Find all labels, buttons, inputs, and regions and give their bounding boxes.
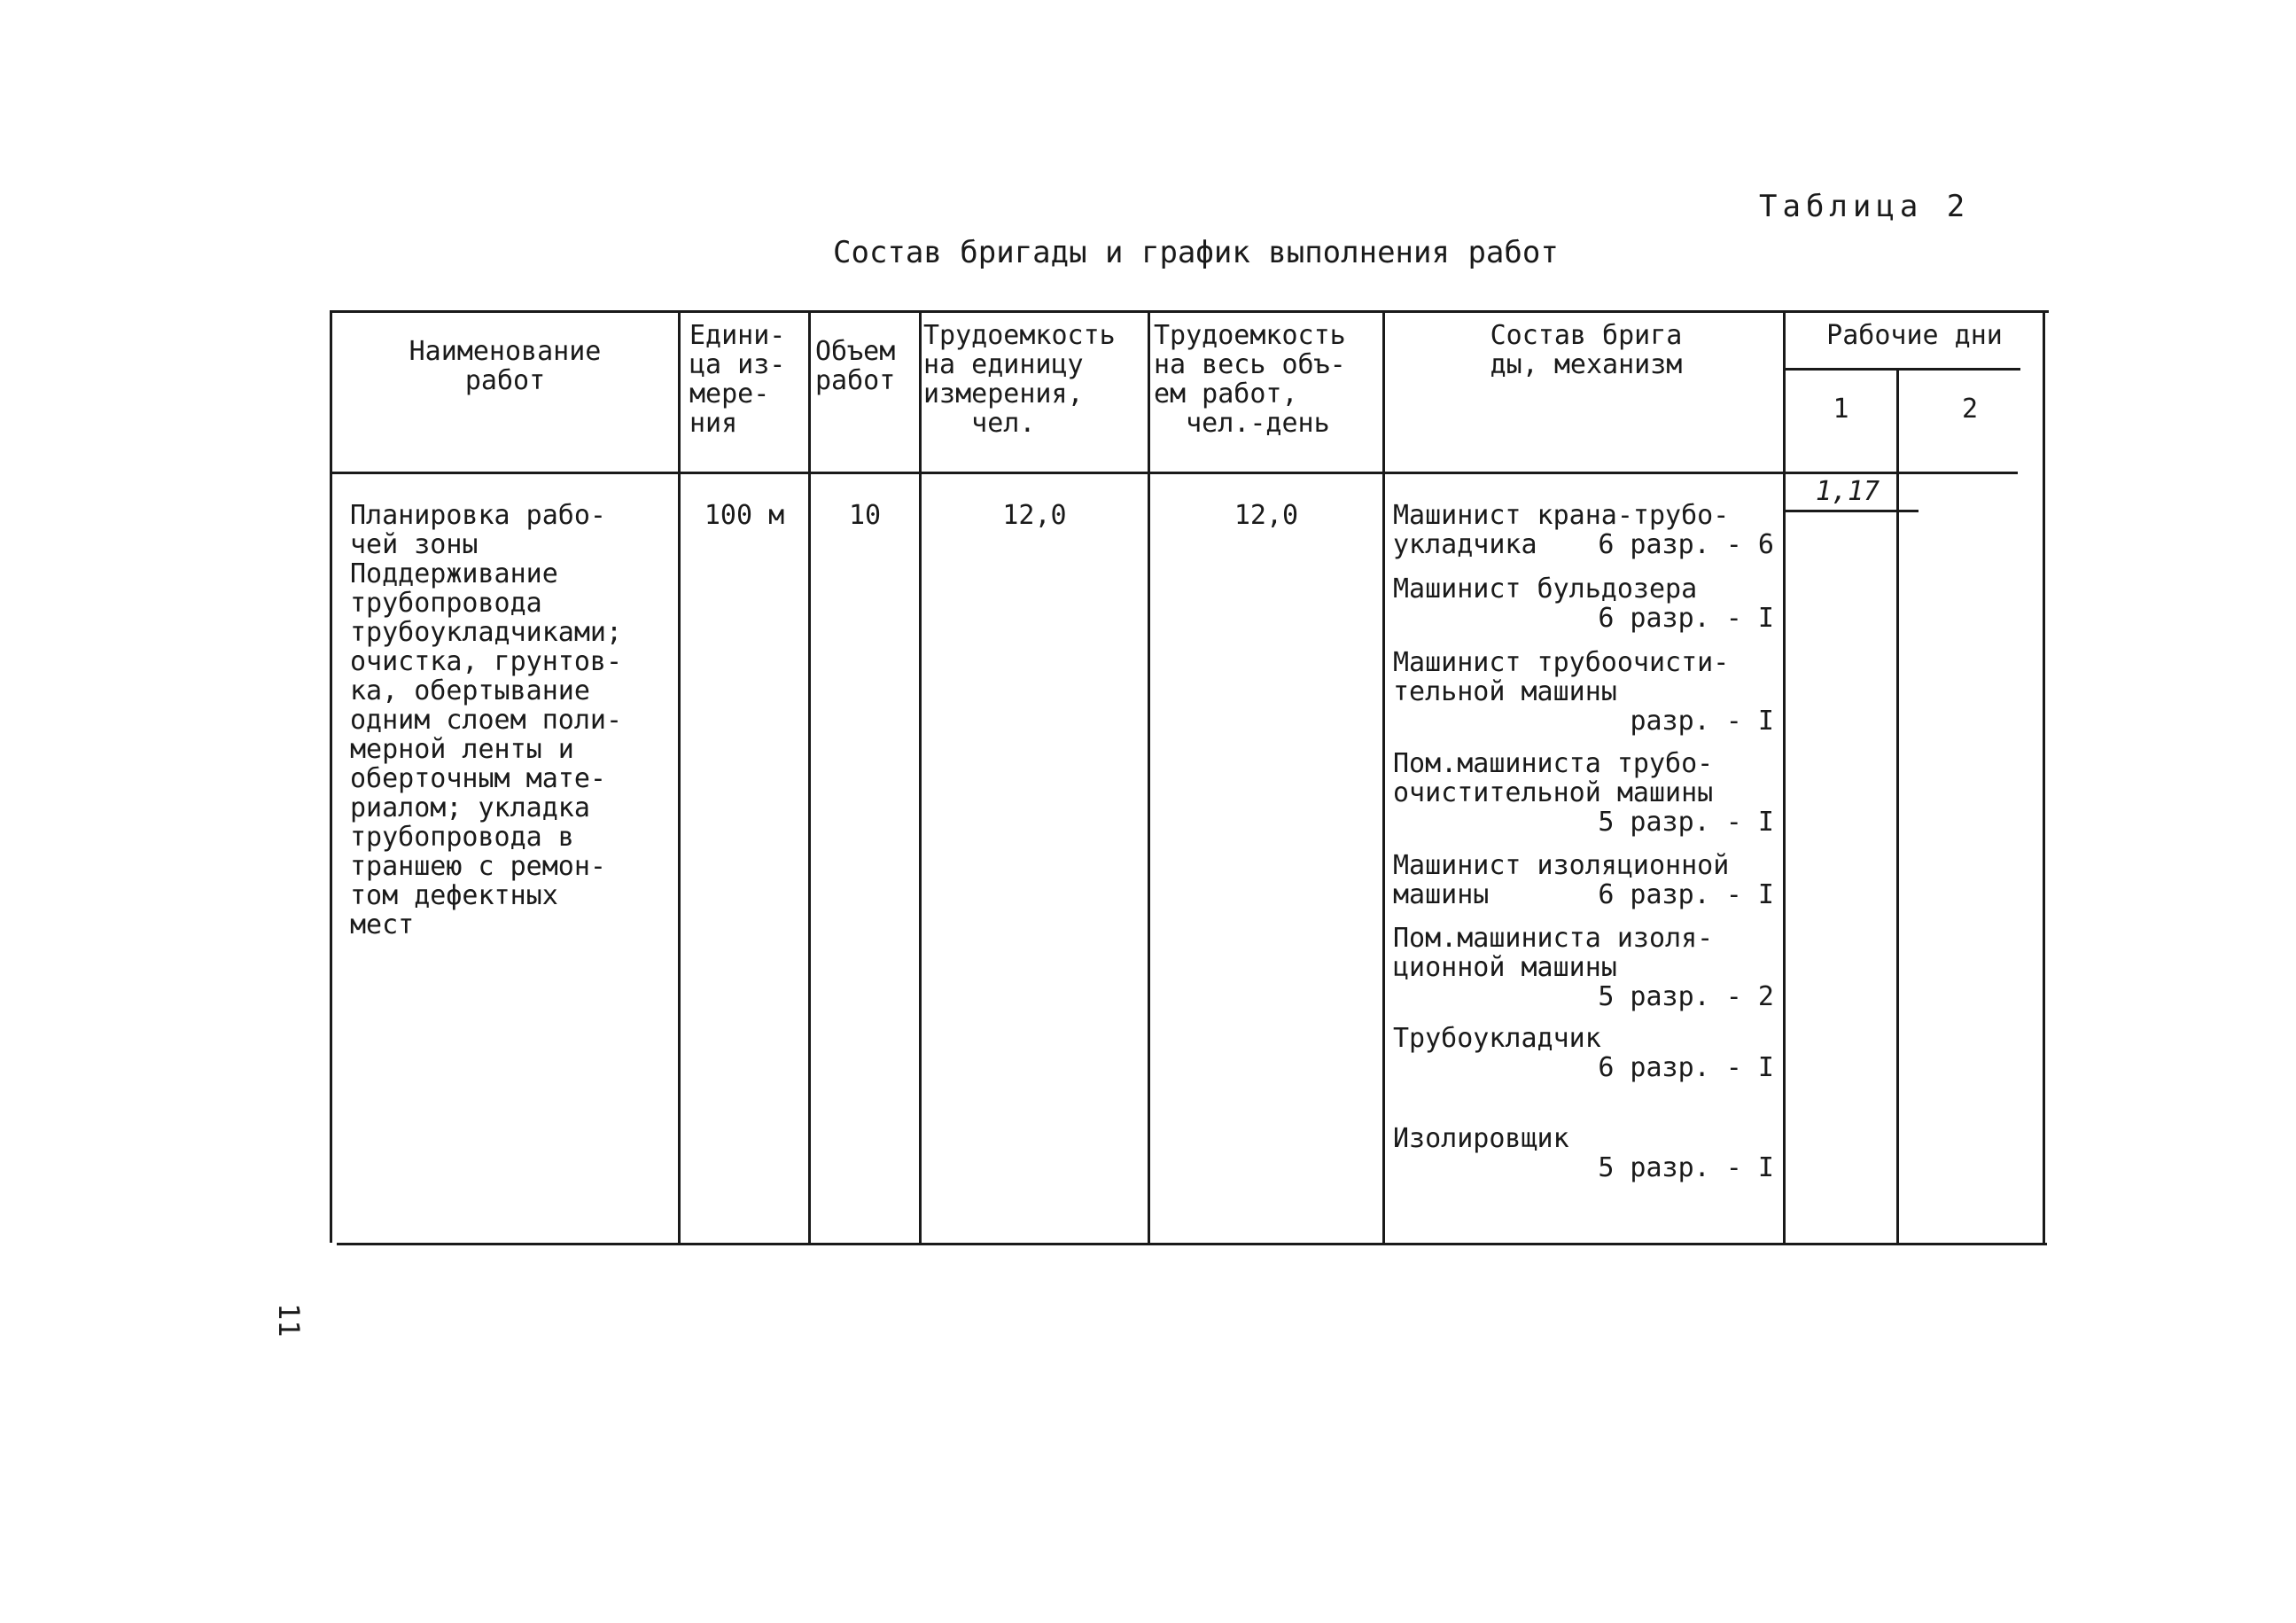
crew-item: [1393, 1024, 1774, 1082]
col-divider-6: [1783, 310, 1786, 1243]
table-left-border: [330, 310, 332, 1243]
unit-cell: 100 м: [704, 500, 785, 531]
document-title: Состав бригады и график выполнения работ: [833, 235, 1559, 270]
crew-role: Пом.машиниста изоля- ционной машины: [1393, 923, 1714, 983]
header-unit: Едини- ца из- мере- ния: [689, 320, 786, 439]
crew-role: Машинист трубоочисти- тельной машины: [1393, 647, 1730, 707]
schedule-bar: [1786, 510, 1919, 512]
col-divider-2: [808, 310, 811, 1243]
table-top-border: [330, 310, 2049, 313]
col-divider-4: [1148, 310, 1150, 1243]
table-bottom-border: [337, 1243, 2047, 1245]
crew-role: Трубоукладчик: [1393, 1023, 1601, 1054]
volume-cell: 10: [848, 500, 882, 531]
page-number: 11: [272, 1303, 306, 1338]
crew-item: [1393, 1124, 1774, 1182]
crew-role: Пом.машиниста трубо- очистительной машины: [1393, 748, 1714, 808]
header-labor-total: Трудоемкость на весь объ- ем работ, чел.-день: [1154, 320, 1346, 439]
days-subheader-line: [1786, 368, 2020, 371]
table-label: Таблица 2: [1759, 189, 1971, 224]
crew-item: [1393, 851, 1774, 909]
crew-grade: 6 разр. - I: [1598, 879, 1774, 910]
crew-role: Изолировщик: [1393, 1123, 1569, 1154]
schedule-mark: 1,17: [1815, 476, 1880, 507]
crew-role: Машинист крана-трубо- укладчика: [1393, 500, 1730, 560]
header-day-2: 2: [1961, 394, 1979, 425]
crew-role: Машинист бульдозера: [1393, 574, 1698, 605]
header-crew: Состав брига ды, механизм: [1490, 320, 1683, 380]
work-name-cell: Планировка рабо- чей зоны Поддерживание трубопровода трубоукладчиками; очистка, грунтов- ка, обертывание одним слоем поли- мерной ленты и оберточным мате- риалом; укладка трубопровода в траншею с ремон- том дефектных мест: [350, 500, 623, 940]
crew-role: Машинист изоляционной машины: [1393, 850, 1730, 910]
col-divider-1: [678, 310, 681, 1243]
crew-grade: 5 разр. - I: [1598, 807, 1774, 838]
header-volume: Объем работ: [815, 336, 896, 396]
crew-item: [1393, 574, 1774, 633]
day-divider: [1896, 368, 1899, 1243]
header-bottom-border: [330, 472, 2018, 474]
crew-item: [1393, 648, 1774, 736]
crew-item: [1393, 749, 1774, 837]
header-labor-per-unit: Трудоемкость на единицу измерения, чел.: [923, 320, 1116, 439]
crew-grade: разр. - I: [1630, 706, 1774, 737]
crew-grade: 6 разр. - I: [1598, 603, 1774, 634]
header-working-days: Рабочие дни: [1826, 320, 2003, 351]
crew-grade: 6 разр. - 6: [1598, 529, 1774, 560]
labor-per-unit-cell: 12,0: [1002, 500, 1067, 531]
crew-grade: 5 разр. - 2: [1598, 981, 1774, 1012]
crew-item: [1393, 924, 1774, 1011]
col-divider-3: [919, 310, 922, 1243]
header-work-name: Наименование работ: [409, 336, 602, 396]
table-right-border: [2043, 310, 2045, 1243]
header-day-1: 1: [1833, 394, 1849, 425]
crew-grade: 5 разр. - I: [1598, 1152, 1774, 1183]
labor-total-cell: 12,0: [1234, 500, 1299, 531]
col-divider-5: [1382, 310, 1385, 1243]
crew-grade: 6 разр. - I: [1598, 1052, 1774, 1083]
crew-item: [1393, 501, 1774, 559]
